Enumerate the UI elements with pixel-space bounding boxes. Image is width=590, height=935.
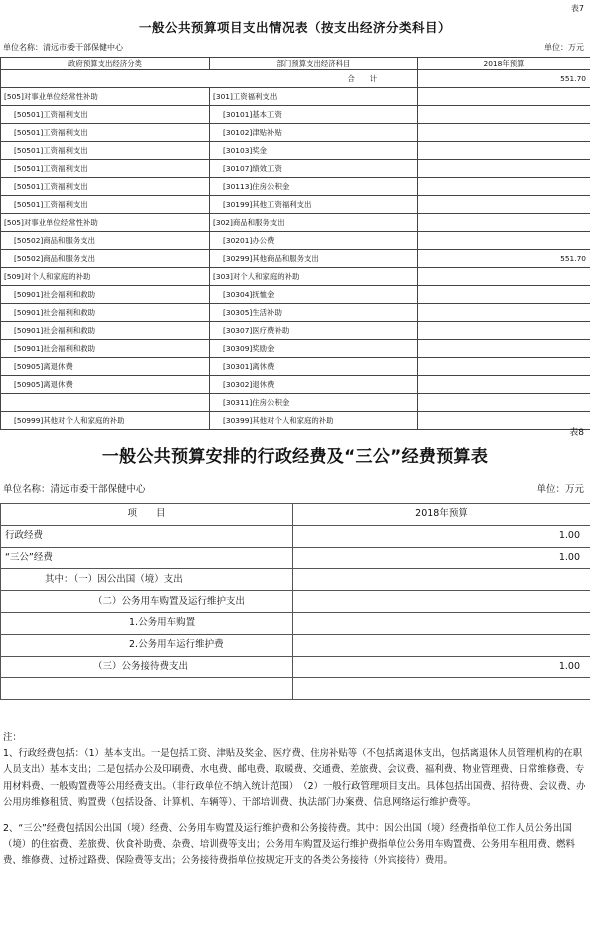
table-row [1,124,590,142]
budget-value-cell [418,106,590,124]
budget-value-cell [293,634,590,656]
budget-value-cell [418,322,590,340]
table-row [1,412,590,430]
gov-class-cell: [50502]商品和服务支出 [1,250,210,268]
dept-class-cell: [30301]离休费 [210,358,418,376]
table-row [1,214,590,232]
gov-class-cell: [50501]工资福利支出 [1,142,210,160]
dept-class-cell: [30113]住房公积金 [210,178,418,196]
gov-class-cell: [505]对事业单位经常性补助 [1,88,210,106]
gov-class-cell: [50501]工资福利支出 [1,124,210,142]
budget-value-cell [418,88,590,106]
header-row [1,58,590,70]
dept-class-cell: [30102]津贴补贴 [210,124,418,142]
dept-class-cell: [30101]基本工资 [210,106,418,124]
table-row [1,268,590,286]
table-row [1,634,590,656]
table-row [1,160,590,178]
table-row [1,232,590,250]
gov-class-cell: [50901]社会福利和救助 [1,304,210,322]
table-row [1,88,590,106]
table-row [1,340,590,358]
budget-value-cell [418,340,590,358]
dept-class-cell: [30309]奖励金 [210,340,418,358]
unit-label: 单位：万元 [536,484,584,495]
item-label-cell [1,678,293,700]
table-row [1,106,590,124]
header-cell: 部门预算支出经济科目 [210,58,418,70]
item-label-cell: （三）公务接待费支出 [1,656,293,678]
dept-class-cell: [301]工资福利支出 [210,88,418,106]
dept-class-cell: [303]对个人和家庭的补助 [210,268,418,286]
budget-value-cell [418,268,590,286]
table-row [1,591,590,613]
note-paragraph: 1、行政经费包括：（1）基本支出。一是包括工资、津贴及奖金、医疗费、住房补贴等（不包括离退休支出，包括离退休人员管理机构的在职人员支出）基本支出；二是包括办公及印刷费、水电费、邮电费、取暖费、交通费、差旅费、会议费、福利费、物业管理费、日常维修费、专用材料费、一般购置费等公用经费支出。（非行政单位不纳入统计范围） （2）一般行政管理项目支出。具体包括出国费、招待费、会议费、办公用房维修租赁、购置费（包括设备、计算机、车辆等）、干部培训费、执法部门办案费、信息网络运行维护费等。 [3,748,586,808]
unit-name: 单位名称：清远市委干部保健中心 [3,484,146,495]
budget-value-cell [418,394,590,412]
dept-class-cell: [30311]住房公积金 [210,394,418,412]
table-row [1,142,590,160]
budget-value-cell [418,214,590,232]
table-row [1,322,590,340]
table-number: 表8 [569,428,584,438]
table-row [1,612,590,634]
table-row [1,678,590,700]
gov-class-cell: [50905]离退休费 [1,376,210,394]
item-label-cell: 其中：（一）因公出国（境）支出 [1,569,293,591]
dept-class-cell: [30103]奖金 [210,142,418,160]
table-number: 表7 [570,4,584,13]
note-paragraph: 2、“三公”经费包括因公出国（境）经费、公务用车购置及运行维护费和公务接待费。其中：因公出国（境）经费指单位工作人员公务出国（境）的住宿费、差旅费、伙食补助费、杂费、培训费等支出；公务用车购置及运行维护费指单位公务用车购置费、公务用车租用费、燃料费、维修费、过桥过路费、保险费等支出；公务接待费指单位按规定开支的各类公务接待（外宾接待）费用。 [3,823,575,867]
budget-value-cell [293,612,590,634]
budget-value-cell: 1.00 [293,525,590,547]
budget-value-cell: 551.70 [418,250,590,268]
budget-value-cell [418,286,590,304]
dept-class-cell: [30304]抚恤金 [210,286,418,304]
budget-value-cell [418,124,590,142]
dept-class-cell: [302]商品和服务支出 [210,214,418,232]
header-cell: 2018年预算 [418,58,590,70]
budget-value-cell: 1.00 [293,547,590,569]
budget-value-cell [418,178,590,196]
unit-label: 单位：万元 [544,43,584,52]
gov-class-cell: [50501]工资福利支出 [1,196,210,214]
header-cell: 政府预算支出经济分类 [1,58,210,70]
budget-value-cell [418,142,590,160]
budget-value-cell [418,376,590,394]
table-row [1,178,590,196]
budget-value-cell [293,591,590,613]
budget-value-cell [418,358,590,376]
table-row [1,304,590,322]
gov-class-cell: [50502]商品和服务支出 [1,232,210,250]
total-label: 合 计 [210,70,418,88]
dept-class-cell: [30299]其他商品和服务支出 [210,250,418,268]
table-row [1,250,590,268]
dept-class-cell: [30107]绩效工资 [210,160,418,178]
table-row [1,525,590,547]
gov-class-cell: [50501]工资福利支出 [1,178,210,196]
table-row [1,569,590,591]
header-cell: 2018年预算 [293,504,590,526]
total-row [1,70,590,88]
header-cell: 项 目 [1,504,293,526]
item-label-cell: 1.公务用车购置 [1,612,293,634]
unit-name: 单位名称：清远市委干部保健中心 [3,43,123,52]
dept-class-cell: [30305]生活补助 [210,304,418,322]
header-row [1,504,590,526]
table-row [1,358,590,376]
note-paragraph: 注： [3,732,22,743]
budget-value-cell: 1.00 [293,656,590,678]
budget-value-cell [418,160,590,178]
item-label-cell: “三公”经费 [1,547,293,569]
budget-value-cell [418,196,590,214]
table-row [1,286,590,304]
gov-class-cell: [50501]工资福利支出 [1,106,210,124]
table-row [1,547,590,569]
notes [3,730,587,870]
table-row [1,394,590,412]
dept-class-cell: [30199]其他工资福利支出 [210,196,418,214]
gov-class-cell: [50901]社会福利和救助 [1,340,210,358]
page-title: 一般公共预算项目支出情况表（按支出经济分类科目） [138,20,451,35]
gov-class-cell: [505]对事业单位经常性补助 [1,214,210,232]
gov-class-cell: [50501]工资福利支出 [1,160,210,178]
gov-class-cell: [509]对个人和家庭的补助 [1,268,210,286]
budget-value-cell [418,232,590,250]
page-title: 一般公共预算安排的行政经费及“三公”经费预算表 [101,447,489,467]
gov-class-cell: [50905]离退休费 [1,358,210,376]
dept-class-cell: [30201]办公费 [210,232,418,250]
gov-class-cell: [50999]其他对个人和家庭的补助 [1,412,210,430]
dept-class-cell: [30307]医疗费补助 [210,322,418,340]
table-row [1,196,590,214]
dept-class-cell: [30399]其他对个人和家庭的补助 [210,412,418,430]
gov-class-cell: [50901]社会福利和救助 [1,286,210,304]
total-value: 551.70 [418,70,590,88]
gov-class-cell [1,394,210,412]
project-expenditure-table [0,57,590,430]
gov-class-cell: [50901]社会福利和救助 [1,322,210,340]
dept-class-cell: [30302]退休费 [210,376,418,394]
admin-expense-table [0,503,590,700]
budget-value-cell [293,569,590,591]
budget-value-cell [293,678,590,700]
item-label-cell: 2.公务用车运行维护费 [1,634,293,656]
budget-value-cell [418,304,590,322]
table-row [1,656,590,678]
item-label-cell: 行政经费 [1,525,293,547]
table-row [1,376,590,394]
budget-value-cell [418,412,590,430]
item-label-cell: （二）公务用车购置及运行维护支出 [1,591,293,613]
